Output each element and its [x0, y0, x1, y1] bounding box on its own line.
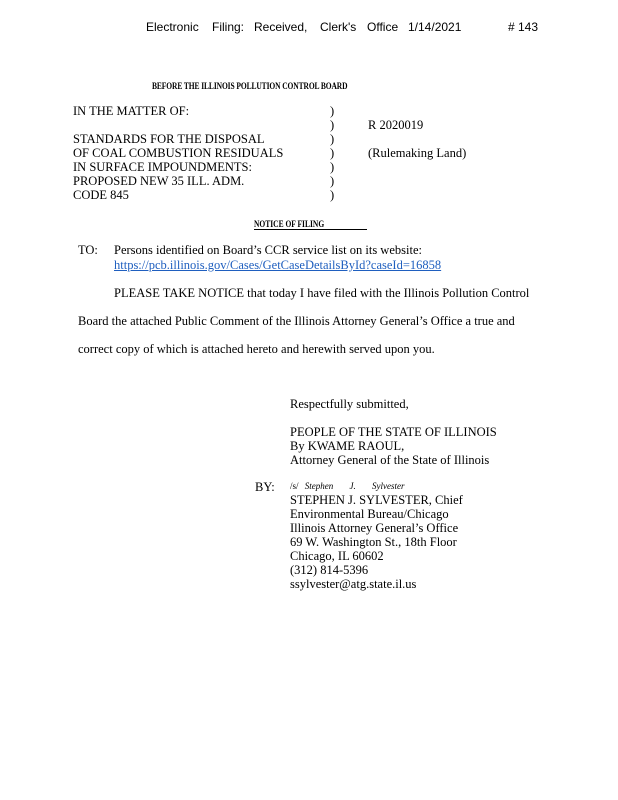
- caption-line: STANDARDS FOR THE DISPOSAL: [73, 132, 265, 146]
- signature-mid: J.: [349, 481, 356, 491]
- phone: (312) 814-5396: [290, 563, 369, 577]
- signature-last: Sylvester: [372, 481, 405, 491]
- paren: ): [330, 160, 335, 174]
- caption-line: OF COAL COMBUSTION RESIDUALS: [73, 146, 284, 160]
- signature-first: Stephen: [304, 481, 334, 491]
- people-line: PEOPLE OF THE STATE OF ILLINOIS: [290, 425, 497, 439]
- paren: ): [330, 132, 335, 146]
- notice-body-line-2: Board the attached Public Comment of the Illinois Attorney General’s Office a true and: [78, 314, 515, 328]
- notice-title-underline: [254, 229, 367, 230]
- caption-line: IN THE MATTER OF:: [73, 104, 190, 118]
- by-attorney-general: By KWAME RAOUL,: [290, 439, 405, 453]
- caption-line: IN SURFACE IMPOUNDMENTS:: [73, 160, 252, 174]
- paren: ): [330, 146, 335, 160]
- email: ssylvester@atg.state.il.us: [290, 577, 417, 591]
- signature-mark: /s/: [290, 481, 299, 491]
- docket-number: R 2020019: [368, 118, 424, 132]
- notice-body-line-1: PLEASE TAKE NOTICE that today I have filed with the Illinois Pollution Control: [114, 286, 530, 300]
- signatory-name: STEPHEN J. SYLVESTER, Chief: [290, 493, 463, 507]
- paren: ): [330, 104, 335, 118]
- caption-parentheses: [330, 104, 334, 202]
- notice-body-line-3: correct copy of which is attached hereto and herewith served upon you.: [78, 342, 435, 356]
- electronic-signature: [290, 481, 419, 491]
- header-date: 1/14/2021: [408, 20, 462, 34]
- signatory-bureau: Environmental Bureau/Chicago: [290, 507, 449, 521]
- board-title: BEFORE THE ILLINOIS POLLUTION CONTROL BOARD: [152, 80, 348, 92]
- header-office: Office: [367, 20, 399, 34]
- caption-line: PROPOSED NEW 35 ILL. ADM.: [73, 174, 245, 188]
- signatory-office: Illinois Attorney General’s Office: [290, 521, 459, 535]
- paren: ): [330, 118, 335, 132]
- paren: ): [330, 174, 335, 188]
- attorney-general-title: Attorney General of the State of Illinois: [290, 453, 490, 467]
- closing: Respectfully submitted,: [290, 397, 409, 411]
- signatory-details: [290, 493, 463, 591]
- to-label: TO:: [78, 243, 98, 257]
- notice-title: NOTICE OF FILING: [254, 218, 325, 230]
- caption-docket: [368, 118, 466, 160]
- caption-matter: [73, 104, 283, 202]
- header-number: # 143: [508, 20, 539, 34]
- caption-line: [73, 118, 283, 132]
- rulemaking-type: (Rulemaking Land): [368, 146, 467, 160]
- to-recipients: Persons identified on Board’s CCR service list on its website:: [114, 243, 422, 257]
- caption-line: CODE 845: [73, 188, 129, 202]
- header-electronic: Electronic: [146, 20, 199, 34]
- header-clerks: Clerk's: [320, 20, 357, 34]
- paren: ): [330, 188, 335, 202]
- service-list-link[interactable]: https://pcb.illinois.gov/Cases/GetCaseDetailsById?caseId=16858: [114, 258, 442, 272]
- signature-block-people: [290, 425, 497, 467]
- address-line-2: Chicago, IL 60602: [290, 549, 384, 563]
- spacer: [368, 132, 466, 146]
- header-received: Received,: [254, 20, 308, 34]
- header-filing: Filing:: [212, 20, 245, 34]
- by-label: BY:: [255, 480, 275, 494]
- address-line-1: 69 W. Washington St., 18th Floor: [290, 535, 457, 549]
